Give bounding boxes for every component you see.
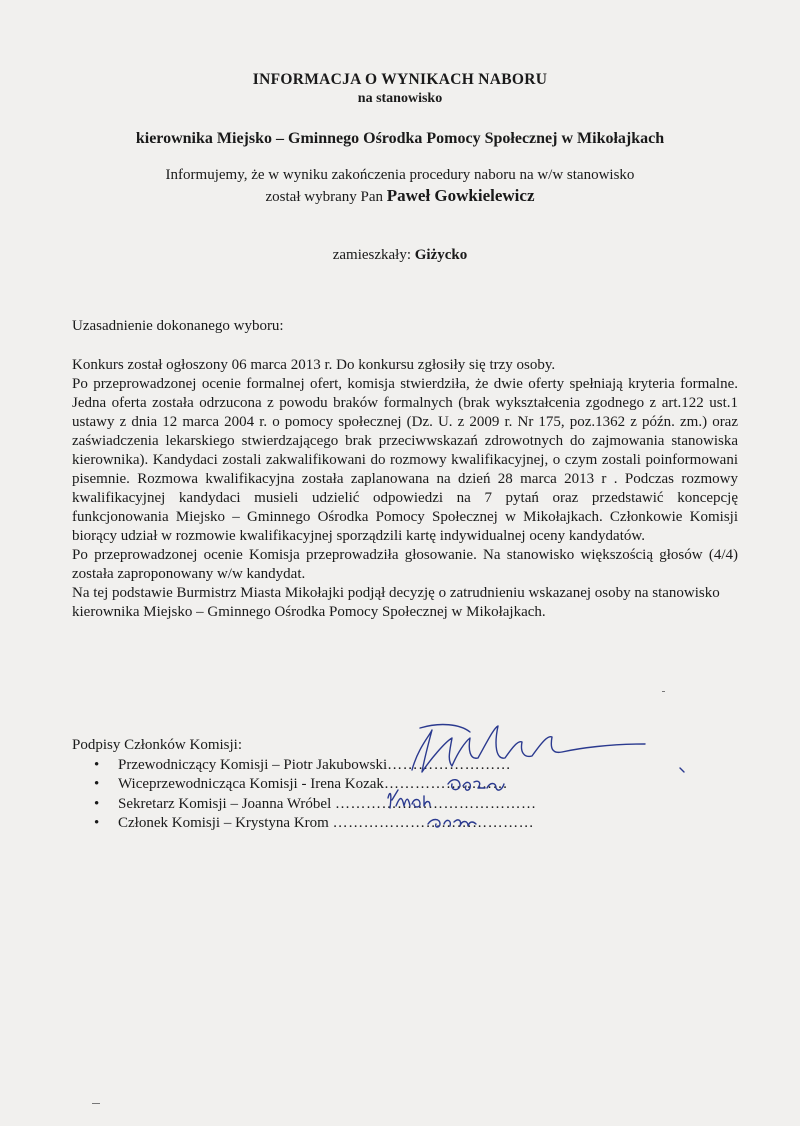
residence-line — [0, 247, 800, 264]
justification-body — [72, 356, 738, 622]
document-title: INFORMACJA O WYNIKACH NABORU — [252, 71, 548, 88]
signature-line-chair — [94, 756, 536, 776]
member-label: Przewodniczący Komisji – Piotr Jakubowski — [118, 756, 388, 773]
justification-heading: Uzasadnienie dokonanego wyboru: — [72, 318, 284, 334]
signature-mark — [680, 768, 684, 772]
justification-paragraph: Po przeprowadzonej ocenie Komisja przeprowadziła głosowanie. Na stanowisko większością głosów (4/4) została zaproponowany w/w kandydat. — [72, 547, 738, 582]
justification-paragraph: Na tej podstawie Burmistrz Miasta Mikołajki podjął decyzję o zatrudnieniu wskazanej osoby na stanowisko kierownika Miejsko – Gminnego Ośrodka Pomocy Społecznej w Mikołajkach. — [72, 585, 720, 620]
member-label: Sekretarz Komisji – Joanna Wróbel — [118, 795, 335, 812]
candidate-name: Paweł Gowkielewicz — [386, 186, 535, 205]
scan-mark — [662, 691, 665, 692]
signature-dots: …………………… — [383, 776, 508, 792]
member-label: Członek Komisji – Krystyna Krom — [118, 815, 333, 831]
signatures-list — [72, 756, 536, 834]
signatures-heading: Podpisy Członków Komisji: — [72, 737, 243, 753]
signature-line-secretary — [94, 795, 536, 815]
signature-dots: …………………… — [387, 756, 512, 773]
info-line-2 — [0, 186, 800, 206]
signature-dots: ………………………………… — [332, 815, 535, 831]
member-label: Wiceprzewodnicząca Komisji - Irena Kozak — [118, 776, 384, 792]
signatures-section — [72, 736, 536, 834]
residence-label: zamieszkały: — [332, 247, 415, 263]
document-subtitle: na stanowisko — [357, 91, 443, 106]
info-line-1: Informujemy, że w wyniku zakończenia procedury naboru na w/w stanowisko — [165, 167, 635, 183]
residence-value: Giżycko — [414, 247, 468, 263]
position-name: kierownika Miejsko – Gminnego Ośrodka Pomocy Społecznej w Mikołajkach — [135, 130, 665, 147]
scan-mark — [92, 1103, 100, 1104]
justification-paragraph: Konkurs został ogłoszony 06 marca 2013 r. Do konkursu zgłosiły się trzy osoby. — [72, 357, 556, 373]
signature-line-vice-chair — [94, 775, 536, 795]
signature-dots: ………………………………… — [334, 795, 537, 812]
justification-paragraph: Po przeprowadzonej ocenie formalnej ofert, komisja stwierdziła, że dwie oferty spełniają kryteria formalne. Jedna oferta została odrzucona z powodu braków formalnych (brak wykształcenia zgodnego z art.122 ust.1 ustawy z dnia 12 marca 2004 r. o pomocy społecznej (Dz. U. z 2009 r. Nr 175, poz.1362 z późn. zm.) oraz zaświadczenia lekarskiego stwierdzającego brak przeciwwskazań zdrowotnych do zajmowania stanowiska kierownika). Kandydaci zostali zakwalifikowani do rozmowy kwalifikacyjnej, o czym zostali poinformowani pisemnie. Rozmowa kwalifikacyjna została zaplanowana na dzień 28 marca 2013 r . Podczas rozmowy kwalifikacyjnej kandydaci musieli udzielić odpowiedzi na 7 pytań oraz przedstawić koncepcję funkcjonowania Miejsko – Gminnego Ośrodka Pomocy Społecznej w Mikołajkach. Członkowie Komisji biorący udział w rozmowie kwalifikacyjnej sporządzili kartę indywidualnej oceny kandydatów. — [72, 376, 738, 544]
signature-chair-loop — [420, 725, 470, 732]
signature-line-member — [94, 814, 536, 834]
info-line-2-prefix: został wybrany Pan — [265, 189, 387, 205]
